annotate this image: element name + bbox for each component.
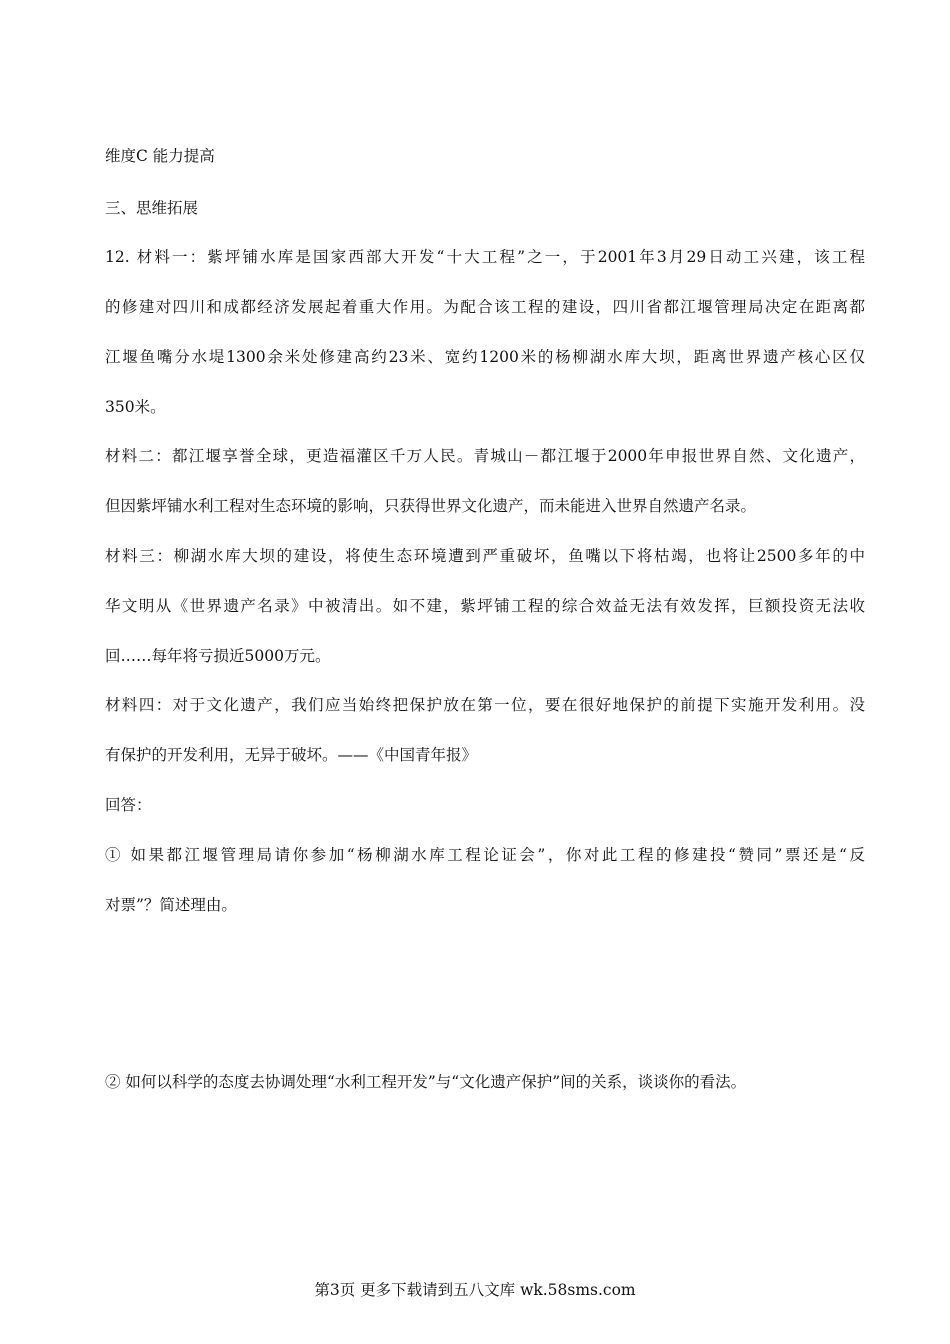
material3-line-1: 材料三：柳湖水库大坝的建设，将使生态环境遭到严重破坏，鱼嘴以下将枯竭，也将让2500多年的中 xyxy=(105,547,865,565)
material4-line-1: 材料四：对于文化遗产，我们应当始终把保护放在第一位，要在很好地保护的前提下实施开发利用。没 xyxy=(105,696,865,714)
material3-line-3: 回……每年将亏损近5000万元。 xyxy=(105,647,331,665)
q12-line-4: 350米。 xyxy=(105,398,166,416)
page-footer: 第3页 更多下载请到五八文库 wk.58sms.com xyxy=(314,1281,636,1299)
q12-line-2: 的修建对四川和成都经济发展起着重大作用。为配合该工程的建设，四川省都江堰管理局决定在距离都 xyxy=(105,298,865,316)
material4-line-2: 有保护的开发利用，无异于破坏。——《中国青年报》 xyxy=(105,746,478,764)
q12-line-3: 江堰鱼嘴分水堤1300余米处修建高约23米、宽约1200米的杨柳湖水库大坝，距离世界遗产核心区仅 xyxy=(105,348,865,366)
question1-line-2: 对票”？简述理由。 xyxy=(105,896,237,914)
question-2: ② 如何以科学的态度去协调处理“水利工程开发”与“文化遗产保护”间的关系，谈谈你的看法。 xyxy=(105,1073,747,1091)
question1-line-1: ① 如果都江堰管理局请你参加“杨柳湖水库工程论证会”，你对此工程的修建投“赞同”票还是“反 xyxy=(105,846,865,864)
section-heading-c: 维度C 能力提高 xyxy=(105,147,215,165)
material3-line-2: 华文明从《世界遗产名录》中被清出。如不建，紫坪铺工程的综合效益无法有效发挥，巨额投资无法收 xyxy=(105,597,865,615)
q12-line-1: 12. 材料一：紫坪铺水库是国家西部大开发“十大工程”之一，于2001年3月29日动工兴建，该工程 xyxy=(105,248,865,266)
section-heading-three: 三、思维拓展 xyxy=(105,199,199,217)
material2-line-2: 但因紫坪铺水利工程对生态环境的影响，只获得世界文化遗产，而未能进入世界自然遗产名录。 xyxy=(105,497,757,515)
answer-label: 回答： xyxy=(105,796,152,814)
material2-line-1: 材料二：都江堰享誉全球，更造福灌区千万人民。青城山－都江堰于2000年申报世界自然、文化遗产， xyxy=(105,447,865,465)
